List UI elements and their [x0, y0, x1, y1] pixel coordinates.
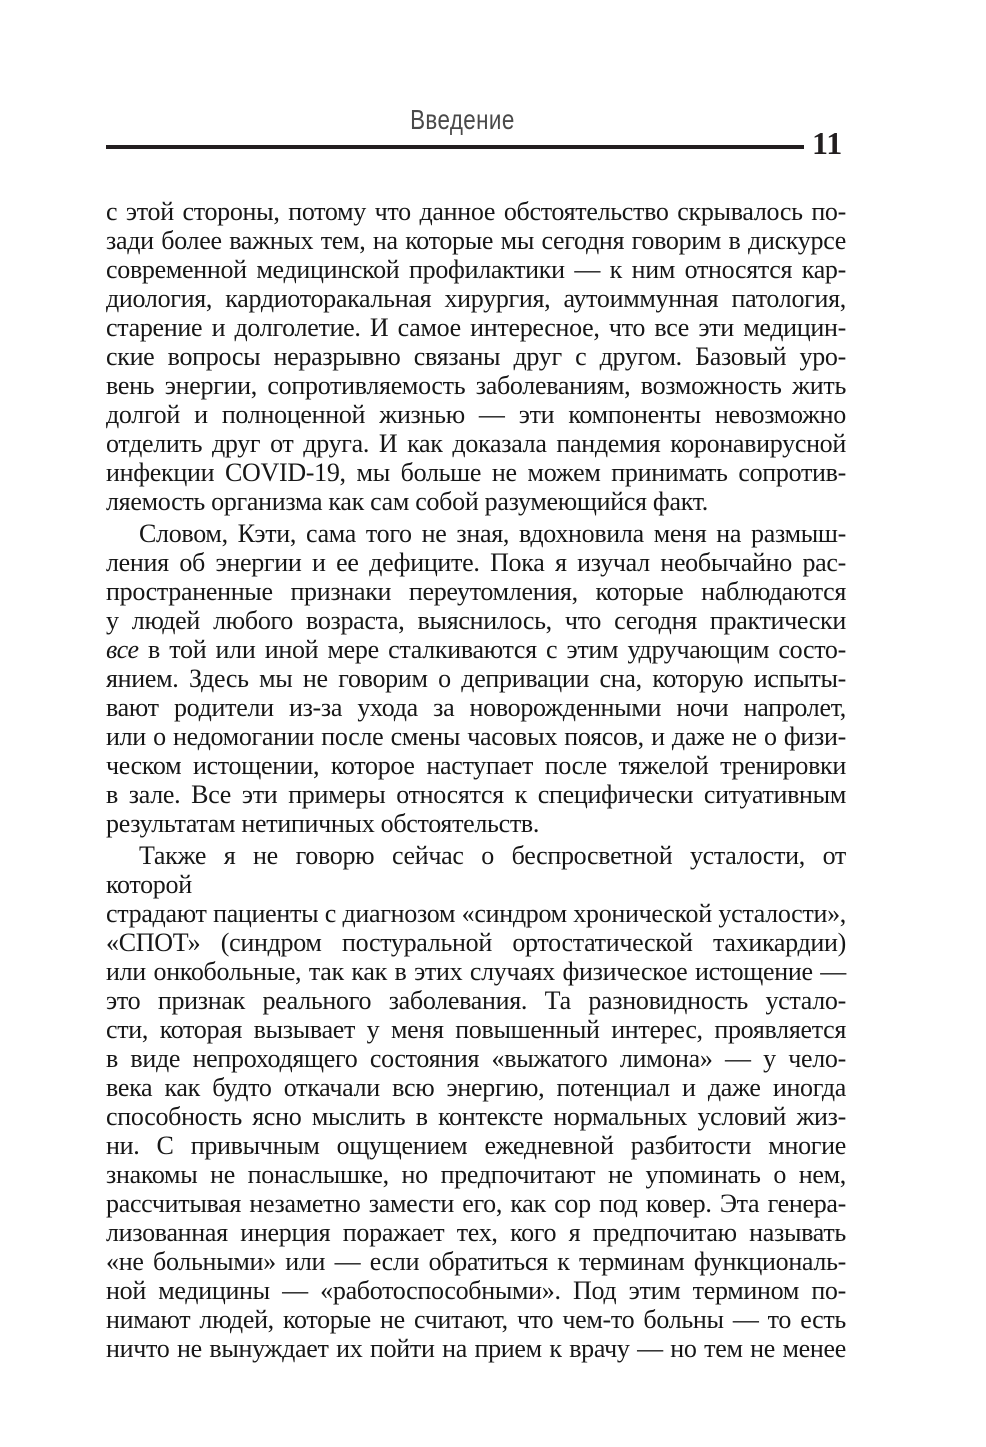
text-line: янием. Здесь мы не говорим о депривации сна, которую испыты- [106, 664, 846, 693]
text-line: вают родители из-за ухода за новорожденными ночи напролет, [106, 693, 846, 722]
text-line: Также я не говорю сейчас о беспросветной усталости, от которой [106, 841, 846, 899]
text-line: нимают людей, которые не считают, что чем-то больны — то есть [106, 1305, 846, 1334]
text-line: диология, кардиоторакальная хирургия, аутоиммунная патология, [106, 284, 846, 313]
chapter-running-title: Введение [409, 104, 515, 135]
text-line: или онкобольные, так как в этих случаях физическое истощение — [106, 957, 846, 986]
page-header [106, 104, 818, 136]
paragraph [106, 197, 846, 516]
text-line: отделить друг от друга. И как доказала пандемия коронавирусной [106, 429, 846, 458]
text-line: знакомы не понаслышке, но предпочитают не упоминать о нем, [106, 1160, 846, 1189]
text-line: это признак реального заболевания. Та разновидность устало- [106, 986, 846, 1015]
text-line: века как будто откачали всю энергию, потенциал и даже иногда [106, 1073, 846, 1102]
text-line: современной медицинской профилактики — к ним относятся кар- [106, 255, 846, 284]
text-line: долгой и полноценной жизнью — эти компоненты невозможно [106, 400, 846, 429]
text-line: ческом истощении, которое наступает после тяжелой тренировки [106, 751, 846, 780]
paragraph [106, 841, 846, 1363]
text-line: старение и долголетие. И самое интересное, что все эти медицин- [106, 313, 846, 342]
text-line: или о недомогании после смены часовых поясов, и даже не о физи- [106, 722, 846, 751]
text-line: ничто не вынуждает их пойти на прием к врачу — но тем не менее [106, 1334, 846, 1363]
page-number: 11 [812, 125, 843, 161]
text-line: «СПОТ» (синдром постуральной ортостатической тахикардии) [106, 928, 846, 957]
text-line: ляемость организма как сам собой разумеющийся факт. [106, 487, 708, 516]
header-rule-line [106, 145, 804, 149]
text-line: способность ясно мыслить в контексте нормальных условий жиз- [106, 1102, 846, 1131]
paragraph [106, 519, 846, 838]
text-line: ни. С привычным ощущением ежедневной разбитости многие [106, 1131, 846, 1160]
text-line: сти, которая вызывает у меня повышенный интерес, проявляется [106, 1015, 846, 1044]
text-line: ной медицины — «работоспособными». Под этим термином по- [106, 1276, 846, 1305]
text-line: «не больными» или — если обратиться к терминам функциональ- [106, 1247, 846, 1276]
body-text [106, 197, 846, 1363]
text-line: в зале. Все эти примеры относятся к специфически ситуативным [106, 780, 846, 809]
text-line: пространенные признаки переутомления, которые наблюдаются [106, 577, 846, 606]
text-line: ления об энергии и ее дефиците. Пока я изучал необычайно рас- [106, 548, 846, 577]
text-line: страдают пациенты с диагнозом «синдром хронической усталости», [106, 899, 846, 928]
text-line: все в той или иной мере сталкиваются с этим удручающим состо- [106, 635, 846, 664]
text-line: инфекции COVID-19, мы больше не можем принимать сопротив- [106, 458, 846, 487]
text-line: зади более важных тем, на которые мы сегодня говорим в дискурсе [106, 226, 846, 255]
text-line: рассчитывая незаметно замести его, как сор под ковер. Эта генера- [106, 1189, 846, 1218]
text-line: вень энергии, сопротивляемость заболеваниям, возможность жить [106, 371, 846, 400]
text-line: у людей любого возраста, выяснилось, что сегодня практически [106, 606, 846, 635]
text-line: ские вопросы неразрывно связаны друг с другом. Базовый уро- [106, 342, 846, 371]
text-line: Словом, Кэти, сама того не зная, вдохновила меня на размыш- [139, 519, 846, 548]
text-line: с этой стороны, потому что данное обстоятельство скрывалось по- [106, 197, 846, 226]
text-line: лизованная инерция поражает тех, кого я предпочитаю называть [106, 1218, 846, 1247]
text-line: результатам нетипичных обстоятельств. [106, 809, 540, 838]
text-line: в виде непроходящего состояния «выжатого лимона» — у чело- [106, 1044, 846, 1073]
